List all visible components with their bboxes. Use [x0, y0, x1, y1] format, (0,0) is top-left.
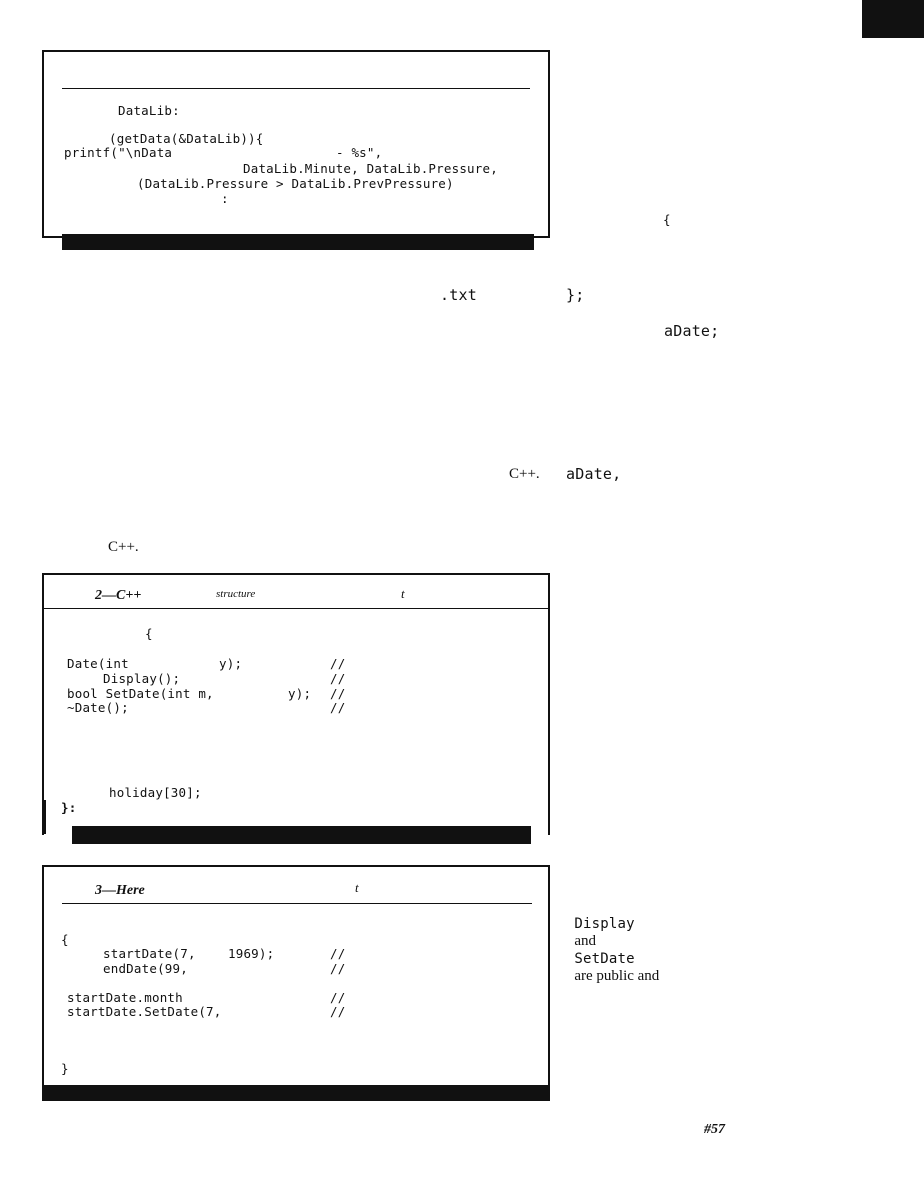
listing-2-line-5: bool SetDate(int m, — [67, 686, 214, 701]
listing-3-comment-2: // — [330, 961, 346, 976]
listing-3-comment-3: // — [330, 990, 346, 1005]
listing-3-comment-4: // — [330, 1004, 346, 1019]
listing-2-rule — [44, 608, 548, 609]
listing-2-line-4: Display(); — [103, 671, 181, 686]
listing-2-comment-2: // — [330, 671, 346, 686]
page-number: #57 — [704, 1122, 725, 1137]
listing-3-comment-1: // — [330, 946, 346, 961]
listing-2-footer-bar — [72, 826, 531, 844]
listing-2-caption-number: 2—C++ — [95, 588, 142, 603]
listing-1-rule — [62, 88, 530, 89]
listing-2-line-7: ~Date(); — [67, 700, 129, 715]
display-code: Display — [574, 916, 635, 932]
listing-2-comment-1: // — [330, 656, 346, 671]
listing-3-line-5: startDate.month — [67, 990, 183, 1005]
listing-1-line-4: - %s", — [336, 145, 383, 160]
listing-2-comment-4: // — [330, 700, 346, 715]
listing-3-caption-t: t — [355, 880, 359, 895]
listing-1-footer-bar — [62, 234, 534, 250]
listing-1-line-6: (DataLib.Pressure > DataLib.PrevPressure) — [137, 176, 454, 191]
listing-3-line-7: } — [61, 1061, 69, 1076]
listing-2-caption-t: t — [401, 586, 405, 601]
listing-2-line-1: { — [145, 626, 153, 641]
listing-2-line-8: holiday[30]; — [109, 785, 202, 800]
listing-3-line-3: 1969); — [228, 946, 275, 961]
listing-3-line-6: startDate.SetDate(7, — [67, 1004, 222, 1019]
listing-1-line-3: printf("\nData — [64, 145, 173, 160]
listing-2-comment-3: // — [330, 686, 346, 701]
listing-2-line-2: Date(int — [67, 656, 129, 671]
listing-2-left-edge — [44, 800, 46, 834]
setdate-code: SetDate — [574, 951, 635, 967]
right-close-brace: }; — [566, 286, 585, 304]
listing-1-line-2: (getData(&DataLib)){ — [109, 131, 264, 146]
listing-1-line-1: DataLib: — [118, 103, 180, 118]
listing-3-footer-bar — [44, 1085, 548, 1101]
listing-1-line-7: : — [221, 191, 229, 206]
listing-3-rule — [62, 903, 532, 904]
right-brace: { — [663, 212, 671, 227]
right-adate-2: aDate, — [566, 465, 622, 483]
cpp-text-1: C++. — [509, 466, 540, 482]
listing-2-line-9: }: — [61, 800, 77, 815]
cpp-text-2: C++. — [108, 539, 139, 555]
listing-3-line-2: startDate(7, — [103, 946, 196, 961]
listing-3-line-4: endDate(99, — [103, 961, 188, 976]
listing-1-line-5: DataLib.Minute, DataLib.Pressure, — [243, 161, 498, 176]
right-text-line — [566, 898, 659, 985]
listing-3-caption-number: 3—Here — [95, 883, 145, 898]
listing-2-line-6: y); — [288, 686, 312, 701]
txt-extension: .txt — [440, 286, 477, 304]
listing-3-box — [42, 865, 550, 1101]
listing-2-line-3: y); — [219, 656, 243, 671]
are-public-text: are public and — [574, 968, 660, 984]
right-adate: aDate; — [664, 322, 720, 340]
scan-corner-mark — [862, 0, 924, 38]
listing-3-line-1: { — [61, 932, 69, 947]
and-word: and — [574, 933, 597, 949]
listing-2-caption-word: structure — [216, 588, 256, 600]
